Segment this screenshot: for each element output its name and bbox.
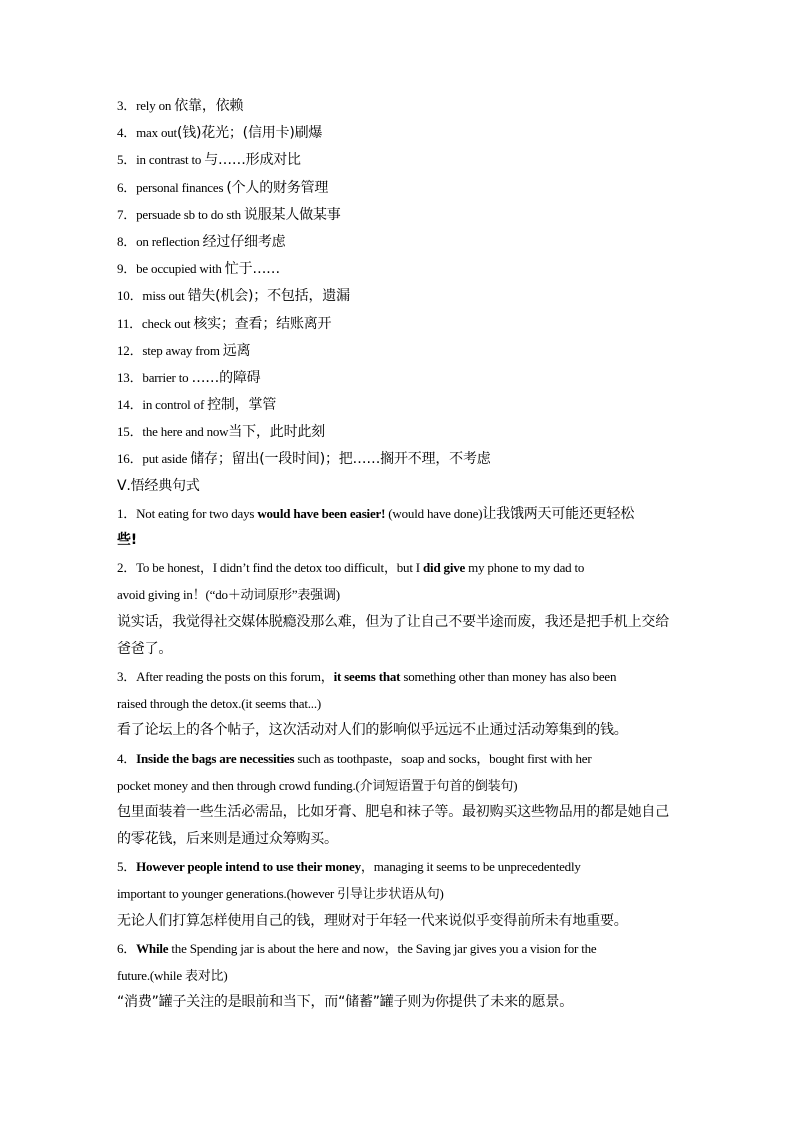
phrase-chinese: 远离	[222, 342, 251, 359]
phrase-item	[117, 201, 677, 228]
sentence-line: 2．To be honest，I didn’t find the detox too difficult，but I did give my phone to my dad to	[117, 560, 585, 576]
phrase-number: 12．	[117, 342, 143, 358]
phrase-item	[117, 92, 677, 119]
phrase-chinese: 核实；查看；结账离开	[193, 315, 332, 332]
sentence-3	[117, 663, 677, 745]
sentence-1	[117, 500, 677, 554]
phrase-english: rely on	[136, 98, 175, 113]
phrase-number: 11．	[117, 315, 142, 331]
sentence-line: 些!	[117, 532, 137, 548]
phrase-item	[117, 418, 677, 445]
phrase-english: personal finances	[136, 179, 227, 195]
sentence-translation: 爸爸了。	[117, 640, 173, 657]
phrase-number: 10．	[117, 288, 143, 304]
sentence-translation: 看了论坛上的各个帖子，这次活动对人们的影响似乎远远不止通过活动筹集到的钱。	[117, 722, 628, 739]
section-title: Ⅴ.悟经典句式	[117, 477, 200, 494]
sentence-2	[117, 554, 677, 663]
phrase-english: on reflection	[136, 233, 203, 249]
phrase-chinese: 错失(机会)；不包括，遗漏	[187, 288, 350, 305]
phrase-english: put aside	[142, 451, 191, 467]
phrase-chinese: (个人的财务管理	[226, 179, 329, 196]
document-page	[117, 92, 677, 1016]
sentence-line: 3．After reading the posts on this forum，it seems that something other than money has also been	[117, 668, 617, 684]
sentence-translation: 包里面装着一些生活必需品，比如牙膏、肥皂和袜子等。最初购买这些物品用的都是她自己	[117, 803, 669, 820]
phrase-number: 13．	[117, 369, 143, 385]
phrase-english: the here and now	[142, 424, 229, 440]
sentence-6	[117, 935, 677, 1017]
phrase-chinese: ……的障碍	[191, 369, 261, 386]
phrase-chinese: 控制，掌管	[207, 397, 277, 414]
sentence-line: important to younger generations.(however 引导让步状语从句)	[117, 886, 444, 902]
phrase-item	[117, 364, 677, 391]
phrase-item	[117, 310, 677, 337]
phrase-english: step away from	[142, 342, 223, 358]
phrase-number: 6．	[117, 179, 137, 195]
phrase-item	[117, 282, 677, 309]
sentence-line: 6．While the Spending jar is about the here and now，the Saving jar gives you a vision for the	[117, 940, 597, 956]
phrase-chinese: 忙于……	[224, 261, 280, 278]
phrase-chinese: 储存；留出(一段时间)；把……搁开不理，不考虑	[190, 451, 491, 468]
sentence-line: 1．Not eating for two days would have been easier! (would have done)让我饿两天可能还更轻松	[117, 505, 635, 522]
phrase-english: max out	[136, 125, 177, 141]
sentence-line: pocket money and then through crowd funding.(介词短语置于句首的倒装句)	[117, 777, 518, 793]
phrase-chinese: 依靠，依赖	[174, 98, 244, 114]
sentence-line: future.(while 表对比)	[117, 968, 228, 983]
sentence-line: avoid giving in！(“do＋动词原形”表强调)	[117, 587, 340, 603]
sentence-line: 4．Inside the bags are necessities such as toothpaste，soap and socks，bought first with her	[117, 750, 592, 766]
sentence-translation: 无论人们打算怎样使用自己的钱，理财对于年轻一代来说似乎变得前所未有地重要。	[117, 912, 628, 929]
phrase-english: in contrast to	[136, 152, 205, 168]
phrase-number: 8．	[117, 233, 137, 249]
phrase-chinese: 说服某人做某事	[244, 206, 341, 223]
phrase-item	[117, 228, 677, 255]
phrase-item	[117, 391, 677, 418]
sentence-4	[117, 745, 677, 854]
phrase-number: 3．	[117, 98, 137, 113]
phrase-number: 16．	[117, 451, 143, 467]
phrase-item	[117, 337, 677, 364]
phrase-chinese: 经过仔细考虑	[202, 233, 286, 250]
phrase-item	[117, 445, 677, 472]
phrase-english: be occupied with	[136, 261, 225, 277]
phrase-english: miss out	[142, 288, 188, 304]
phrase-item	[117, 174, 677, 201]
phrase-item	[117, 119, 677, 146]
sentence-line: 5．However people intend to use their money，managing it seems to be unprecedentedly	[117, 859, 581, 875]
phrase-english: barrier to	[142, 369, 192, 385]
phrase-list	[117, 92, 677, 473]
sentence-5	[117, 853, 677, 935]
sentence-line: raised through the detox.(it seems that...)	[117, 696, 322, 712]
sentence-translation: “消费”罐子关注的是眼前和当下，而“储蓄”罐子则为你提供了未来的愿景。	[117, 994, 574, 1011]
sentence-translation: 说实话，我觉得社交媒体脱瘾没那么难，但为了让自己不要半途而废，我还是把手机上交给	[117, 613, 669, 630]
sentence-translation: 的零花钱，后来则是通过众筹购买。	[117, 831, 338, 848]
phrase-number: 7．	[117, 206, 137, 222]
phrase-number: 5．	[117, 152, 137, 168]
phrase-chinese: (钱)花光；(信用卡)刷爆	[176, 125, 323, 142]
phrase-english: persuade sb to do sth	[136, 206, 244, 222]
phrase-number: 9．	[117, 261, 137, 277]
phrase-chinese: 与……形成对比	[204, 152, 301, 169]
phrase-english: check out	[141, 315, 194, 331]
phrase-number: 4．	[117, 125, 137, 141]
phrase-chinese: 当下，此时此刻	[228, 424, 325, 441]
phrase-number: 15．	[117, 424, 143, 440]
phrase-item	[117, 146, 677, 173]
phrase-item	[117, 255, 677, 282]
phrase-english: in control of	[142, 397, 208, 413]
phrase-number: 14．	[117, 397, 143, 413]
